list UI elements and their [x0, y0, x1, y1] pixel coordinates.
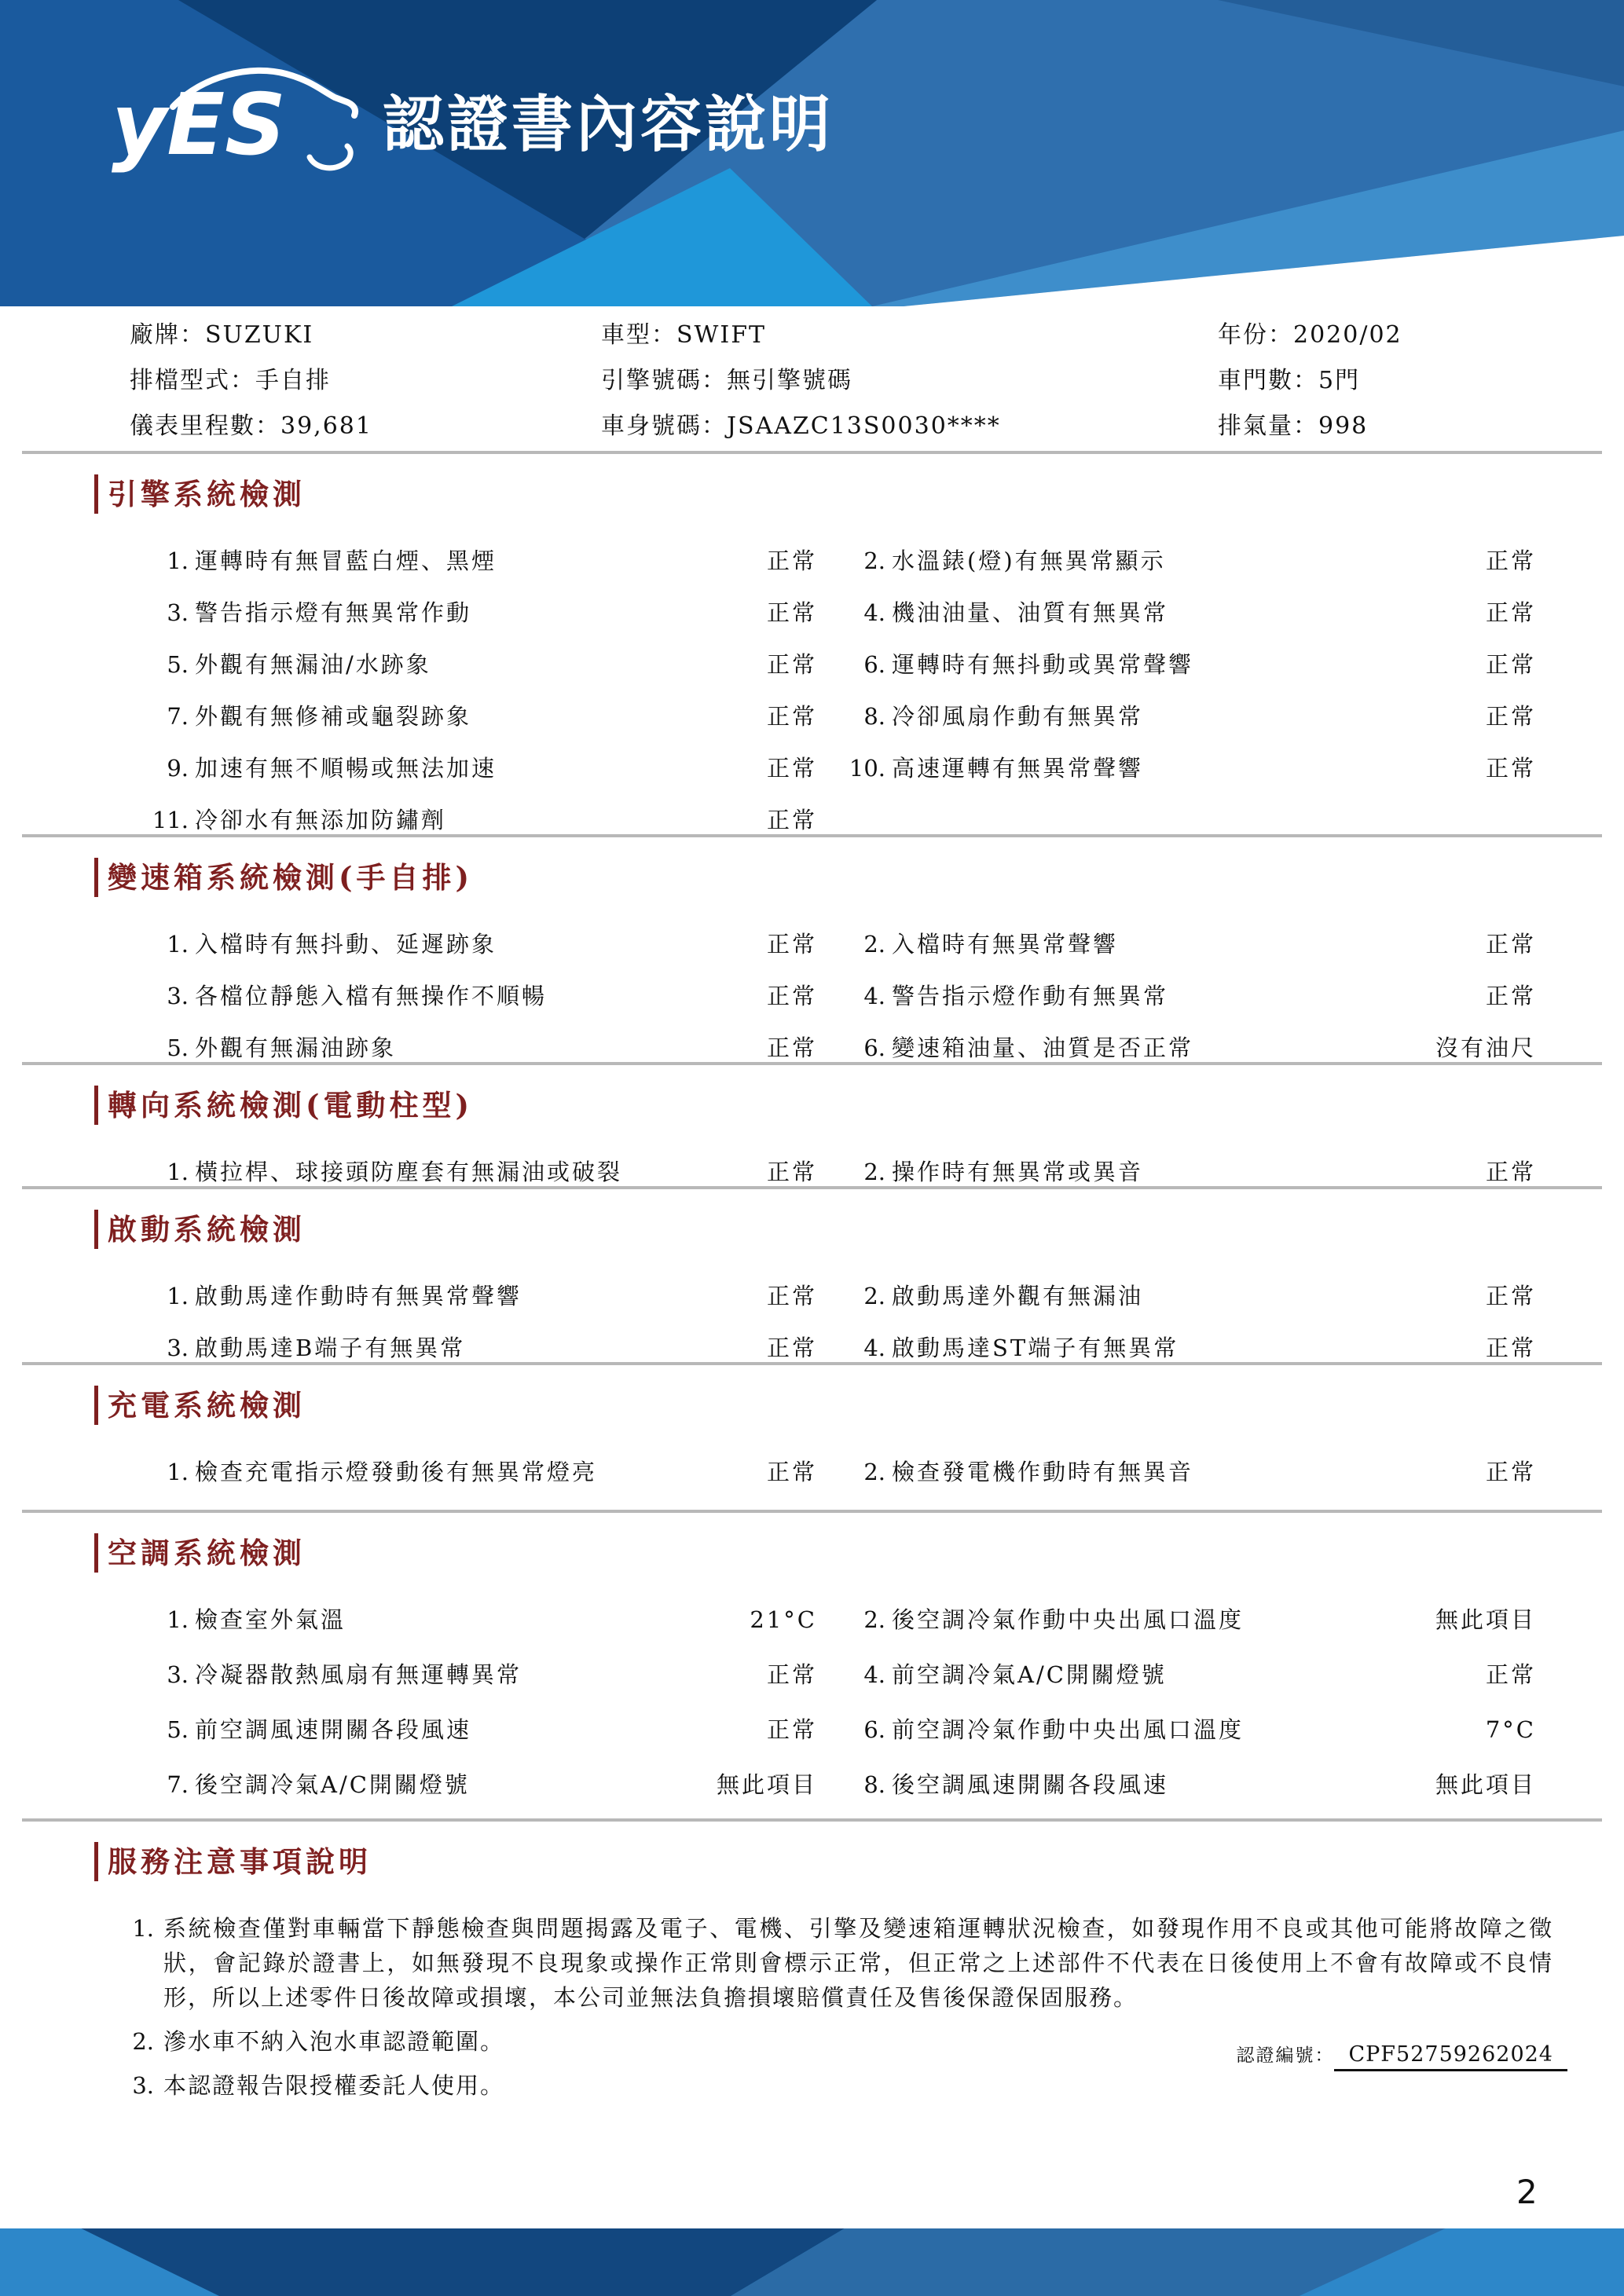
vehicle-info-label: 儀表里程數：	[130, 412, 280, 440]
item-label: 水溫錶(燈)有無異常顯示	[892, 547, 1166, 574]
item-label: 檢查發電機作動時有無異音	[892, 1459, 1194, 1485]
item-label: 操作時有無異常或異音	[892, 1159, 1144, 1185]
inspection-item	[148, 803, 817, 834]
item-number: 2.	[863, 1606, 885, 1633]
item-number: 6.	[863, 1034, 885, 1061]
item-label: 檢查充電指示燈發動後有無異常燈亮	[195, 1459, 598, 1485]
inspection-item	[845, 1031, 1536, 1062]
vehicle-info-label: 車身號碼：	[601, 412, 727, 440]
inspection-item	[148, 1031, 817, 1062]
item-label: 外觀有無漏油跡象	[195, 1034, 397, 1061]
inspection-item	[148, 751, 817, 782]
inspection-item	[148, 1155, 817, 1186]
note-text: 滲水車不納入泡水車認證範圍。	[163, 2028, 505, 2055]
vehicle-info-value: SWIFT	[676, 321, 767, 349]
item-number: 2.	[863, 1283, 885, 1309]
section-title-bar	[94, 1210, 98, 1249]
item-label: 冷卻水有無添加防鏽劑	[195, 807, 447, 833]
item-label: 檢查室外氣溫	[195, 1606, 346, 1633]
item-label: 啟動馬達外觀有無漏油	[892, 1283, 1144, 1309]
inspection-item	[148, 1657, 817, 1689]
header-banner	[0, 0, 1624, 306]
section-title-row	[94, 1513, 1624, 1571]
section-title-row	[94, 454, 1624, 512]
item-label: 警告指示燈作動有無異常	[892, 983, 1169, 1009]
item-number: 3.	[167, 1335, 189, 1361]
logo-text: yES	[112, 76, 286, 174]
item-number: 3.	[167, 1661, 189, 1688]
item-value: 正常	[766, 931, 817, 958]
vehicle-info-line	[1218, 313, 1402, 358]
section-title: 啟動系統檢測	[108, 1212, 306, 1247]
page-number: 2	[1516, 2173, 1538, 2211]
item-label: 外觀有無漏油/水跡象	[195, 651, 431, 678]
item-label: 機油油量、油質有無異常	[892, 599, 1169, 626]
vehicle-info-line	[1218, 404, 1402, 449]
certificate-number-label: 認證編號：	[1236, 2045, 1335, 2066]
notes-list	[0, 1911, 1624, 2103]
item-number: 8.	[863, 703, 885, 730]
item-value: 正常	[1485, 931, 1536, 958]
item-number: 5.	[167, 1716, 189, 1743]
section-items	[148, 927, 1624, 1062]
inspection-item	[845, 647, 1536, 679]
inspection-item	[148, 927, 817, 958]
item-value: 正常	[766, 1459, 817, 1485]
item-value: 正常	[766, 1159, 817, 1185]
section-title: 變速箱系統檢測(手自排)	[108, 860, 474, 895]
vehicle-info-value: 5門	[1318, 367, 1361, 394]
item-number: 4.	[863, 1335, 885, 1361]
item-number: 8.	[863, 1771, 885, 1798]
vehicle-info-value: JSAAZC13S0030****	[727, 412, 1001, 440]
item-number: 1.	[167, 1606, 189, 1633]
vehicle-info-value: 手自排	[255, 367, 331, 394]
vehicle-info-col-2	[601, 313, 1001, 449]
vehicle-info	[0, 306, 1624, 451]
item-number: 10.	[849, 755, 885, 782]
item-label: 高速運轉有無異常聲響	[892, 755, 1144, 782]
section-title-bar	[94, 858, 98, 897]
item-label: 各檔位靜態入檔有無操作不順暢	[195, 983, 548, 1009]
item-value: 正常	[766, 651, 817, 678]
item-label: 啟動馬達作動時有無異常聲響	[195, 1283, 522, 1309]
item-label: 前空調風速開關各段風速	[195, 1716, 472, 1743]
section	[0, 1513, 1624, 1822]
item-value: 正常	[1485, 1661, 1536, 1688]
content	[0, 306, 1624, 2112]
item-value: 正常	[1485, 703, 1536, 730]
item-number: 7.	[167, 1771, 189, 1798]
inspection-item	[845, 1279, 1536, 1310]
certificate-number-row	[0, 2041, 1567, 2071]
item-label: 冷凝器散熱風扇有無運轉異常	[195, 1661, 522, 1688]
item-value: 正常	[766, 703, 817, 730]
item-value: 正常	[1485, 1159, 1536, 1185]
sections	[0, 454, 1624, 1822]
inspection-item	[148, 1602, 817, 1634]
inspection-item	[845, 1455, 1536, 1486]
item-number: 2.	[863, 1459, 885, 1485]
item-label: 橫拉桿、球接頭防塵套有無漏油或破裂	[195, 1159, 623, 1185]
item-value: 無此項目	[716, 1771, 817, 1798]
inspection-item	[845, 751, 1536, 782]
vehicle-info-value: 998	[1318, 412, 1369, 440]
inspection-item	[148, 979, 817, 1010]
section-title-row	[94, 1189, 1624, 1247]
vehicle-info-line	[601, 404, 1001, 449]
item-value: 正常	[766, 1661, 817, 1688]
item-value: 正常	[766, 599, 817, 626]
item-number: 4.	[863, 983, 885, 1009]
item-value: 正常	[1485, 1283, 1536, 1309]
item-number: 3.	[167, 599, 189, 626]
item-number: 6.	[863, 1716, 885, 1743]
section	[0, 1365, 1624, 1513]
item-number: 1.	[167, 1159, 189, 1185]
item-label: 啟動馬達ST端子有無異常	[892, 1335, 1179, 1361]
inspection-item	[148, 1279, 817, 1310]
item-value: 正常	[766, 983, 817, 1009]
section-title-row	[94, 1065, 1624, 1123]
vehicle-info-label: 廠牌：	[130, 321, 205, 349]
section-items	[148, 1455, 1624, 1486]
vehicle-info-col-3	[1218, 313, 1402, 449]
inspection-item	[148, 647, 817, 679]
item-number: 2.	[863, 547, 885, 574]
item-value: 無此項目	[1435, 1606, 1536, 1633]
item-label: 入檔時有無異常聲響	[892, 931, 1119, 958]
section-title: 充電系統檢測	[108, 1388, 306, 1423]
vehicle-info-line	[130, 313, 372, 358]
item-number: 1.	[167, 1283, 189, 1309]
section-title: 引擎系統檢測	[108, 477, 306, 511]
item-value: 正常	[766, 807, 817, 833]
section	[0, 1065, 1624, 1189]
inspection-item	[148, 1331, 817, 1362]
item-number: 6.	[863, 651, 885, 678]
inspection-item	[845, 1155, 1536, 1186]
inspection-item	[845, 927, 1536, 958]
note-item	[118, 2068, 1553, 2103]
inspection-item	[845, 1712, 1536, 1744]
section-title-bar	[94, 1842, 98, 1881]
item-label: 入檔時有無抖動、延遲跡象	[195, 931, 497, 958]
yes-car-logo-icon	[112, 61, 371, 179]
item-value: 正常	[1485, 1459, 1536, 1485]
item-value: 正常	[766, 755, 817, 782]
inspection-item	[845, 1331, 1536, 1362]
item-label: 後空調風速開關各段風速	[892, 1771, 1169, 1798]
item-value: 正常	[1485, 1335, 1536, 1361]
item-value: 21°C	[750, 1606, 817, 1633]
vehicle-info-line	[130, 358, 372, 404]
item-value: 正常	[766, 1283, 817, 1309]
item-label: 前空調冷氣作動中央出風口溫度	[892, 1716, 1245, 1743]
item-value: 正常	[1485, 599, 1536, 626]
vehicle-info-value: SUZUKI	[205, 321, 314, 349]
inspection-item	[845, 1602, 1536, 1634]
section-title-row	[94, 1365, 1624, 1423]
item-number: 3.	[167, 983, 189, 1009]
inspection-item	[148, 1767, 817, 1799]
note-number: 3.	[132, 2072, 154, 2099]
item-number: 1.	[167, 931, 189, 958]
vehicle-info-line	[601, 313, 1001, 358]
item-label: 後空調冷氣A/C開關燈號	[195, 1771, 470, 1798]
note-number: 2.	[132, 2028, 154, 2055]
section-title-row	[94, 837, 1624, 895]
section-title-bar	[94, 474, 98, 514]
inspection-item	[148, 1712, 817, 1744]
item-value: 正常	[766, 1716, 817, 1743]
item-value: 正常	[1485, 651, 1536, 678]
certificate-number-value: CPF52759262024	[1334, 2042, 1567, 2071]
section	[0, 1189, 1624, 1365]
item-number: 5.	[167, 651, 189, 678]
section-items	[148, 1279, 1624, 1362]
item-label: 變速箱油量、油質是否正常	[892, 1034, 1194, 1061]
item-value: 正常	[766, 547, 817, 574]
item-number: 7.	[167, 703, 189, 730]
inspection-item	[148, 699, 817, 731]
section-title: 空調系統檢測	[108, 1536, 306, 1570]
item-label: 運轉時有無冒藍白煙、黑煙	[195, 547, 497, 574]
page-title: 認證書內容說明	[383, 90, 834, 159]
item-value: 正常	[1485, 983, 1536, 1009]
vehicle-info-value: 無引擎號碼	[727, 367, 852, 394]
item-number: 2.	[863, 931, 885, 958]
item-label: 加速有無不順暢或無法加速	[195, 755, 497, 782]
vehicle-info-label: 車門數：	[1218, 367, 1318, 394]
section-title-bar	[94, 1386, 98, 1425]
item-value: 沒有油尺	[1435, 1034, 1536, 1061]
item-number: 1.	[167, 1459, 189, 1485]
item-label: 後空調冷氣作動中央出風口溫度	[892, 1606, 1245, 1633]
section-title-bar	[94, 1533, 98, 1573]
vehicle-info-value: 39,681	[280, 412, 372, 440]
section	[0, 837, 1624, 1065]
notes-title-row	[94, 1822, 1624, 1880]
vehicle-info-label: 引擎號碼：	[601, 367, 727, 394]
vehicle-info-label: 車型：	[601, 321, 676, 349]
item-value: 無此項目	[1435, 1771, 1536, 1798]
inspection-item	[148, 595, 817, 627]
item-number: 1.	[167, 547, 189, 574]
section-title: 服務注意事項說明	[108, 1844, 372, 1879]
item-label: 啟動馬達B端子有無異常	[195, 1335, 466, 1361]
vehicle-info-value: 2020/02	[1293, 321, 1402, 349]
item-number: 5.	[167, 1034, 189, 1061]
item-label: 外觀有無修補或龜裂跡象	[195, 703, 472, 730]
note-text: 系統檢查僅對車輛當下靜態檢查與問題揭露及電子、電機、引擎及變速箱運轉狀況檢查，如發現作用不良或其他可能將故障之徵狀，會記錄於證書上，如無發現不良現象或操作正常則會標示正常，但正常之上述部件不代表在日後使用上不會有故障或不良情形，所以上述零件日後故障或損壞，本公司並無法負擔損壞賠償責任及售後保證保固服務。	[163, 1915, 1553, 2011]
vehicle-info-line	[601, 358, 1001, 404]
item-value: 正常	[766, 1034, 817, 1061]
note-item	[118, 1911, 1553, 2015]
note-number: 1.	[132, 1915, 154, 1942]
item-label: 警告指示燈有無異常作動	[195, 599, 472, 626]
item-number: 4.	[863, 1661, 885, 1688]
inspection-item	[148, 544, 817, 575]
item-label: 運轉時有無抖動或異常聲響	[892, 651, 1194, 678]
item-label: 前空調冷氣A/C開關燈號	[892, 1661, 1167, 1688]
inspection-item	[845, 1657, 1536, 1689]
inspection-item	[845, 595, 1536, 627]
footer-banner	[0, 2228, 1624, 2296]
inspection-item	[845, 979, 1536, 1010]
item-value: 正常	[1485, 755, 1536, 782]
section-title-bar	[94, 1086, 98, 1125]
item-number: 4.	[863, 599, 885, 626]
item-number: 2.	[863, 1159, 885, 1185]
inspection-item	[148, 1455, 817, 1486]
vehicle-info-label: 年份：	[1218, 321, 1293, 349]
vehicle-info-col-1	[130, 313, 372, 449]
item-value: 正常	[766, 1335, 817, 1361]
item-number: 9.	[167, 755, 189, 782]
note-text: 本認證報告限授權委託人使用。	[163, 2072, 505, 2099]
vehicle-info-label: 排氣量：	[1218, 412, 1318, 440]
vehicle-info-line	[130, 404, 372, 449]
item-number: 11.	[152, 807, 189, 833]
inspection-item	[845, 544, 1536, 575]
section-items	[148, 544, 1624, 834]
item-label: 冷卻風扇作動有無異常	[892, 703, 1144, 730]
item-value: 7°C	[1485, 1716, 1536, 1743]
section-items	[148, 1602, 1624, 1799]
section-items	[148, 1155, 1624, 1186]
section-title: 轉向系統檢測(電動柱型)	[108, 1088, 474, 1122]
inspection-item	[845, 1767, 1536, 1799]
vehicle-info-line	[1218, 358, 1402, 404]
item-value: 正常	[1485, 547, 1536, 574]
inspection-item	[845, 699, 1536, 731]
section	[0, 454, 1624, 837]
vehicle-info-label: 排檔型式：	[130, 367, 255, 394]
